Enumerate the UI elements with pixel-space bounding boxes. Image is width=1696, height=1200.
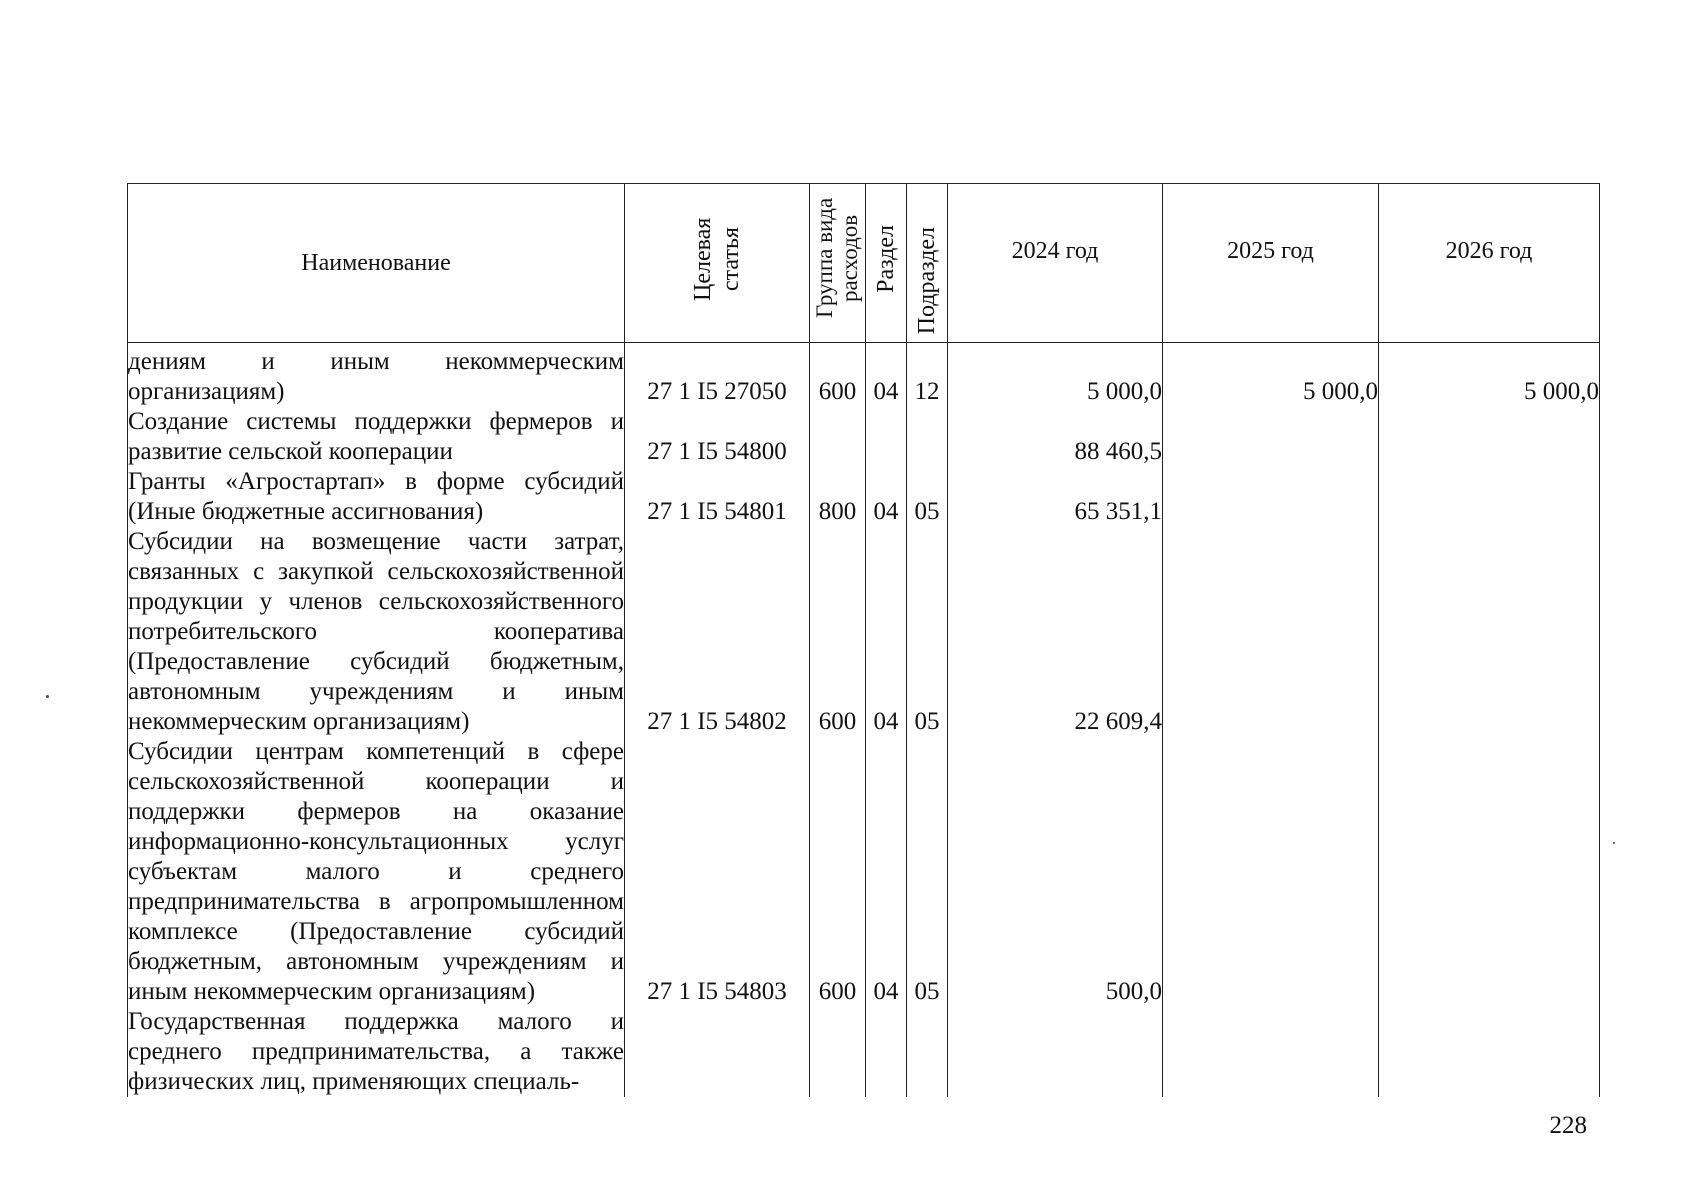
- row-section: 04: [866, 737, 907, 1007]
- header-2025-label: 2025 год: [1227, 238, 1314, 264]
- row-2024: 88 460,5: [948, 407, 1163, 467]
- table-row: [128, 343, 1600, 408]
- row-group: 600: [810, 527, 866, 737]
- row-2024: 500,0: [948, 737, 1163, 1007]
- header-target-article-label: Целевая статья: [690, 217, 744, 301]
- row-2026: 5 000,0: [1379, 343, 1600, 408]
- header-section: [866, 184, 907, 343]
- row-section: 04: [866, 343, 907, 408]
- row-section: [866, 407, 907, 467]
- row-2025: [1163, 1007, 1379, 1097]
- row-group: 600: [810, 737, 866, 1007]
- row-2026: [1379, 1007, 1600, 1097]
- row-name: Субсидии на возмещение части затрат, связанных с закупкой сельскохозяйственной продукции у членов сельскохозяйственного потребительского кооператива (Предоставление субсидий бюджетным, автономным учреждениям и иным некоммерческим организациям): [128, 528, 624, 735]
- row-group: 600: [810, 343, 866, 408]
- scan-speck: [1613, 842, 1615, 844]
- table-row: [128, 407, 1600, 467]
- table-row: [128, 1007, 1600, 1097]
- table-row: [128, 467, 1600, 527]
- row-subsection: 12: [907, 343, 948, 408]
- row-section: 04: [866, 527, 907, 737]
- header-name: Наименование: [128, 184, 625, 343]
- row-subsection: 05: [907, 737, 948, 1007]
- budget-table: [127, 183, 1600, 1097]
- table-header-row: [128, 184, 1600, 343]
- row-2024: 5 000,0: [948, 343, 1163, 408]
- header-subsection: [907, 184, 948, 343]
- scan-speck: [46, 695, 49, 698]
- header-2025: [1163, 184, 1379, 343]
- row-subsection: [907, 407, 948, 467]
- row-code: 27 1 I5 54801: [625, 467, 810, 527]
- row-2026: [1379, 527, 1600, 737]
- row-name: Субсидии центрам компетенций в сфере сельскохозяйственной кооперации и поддержки фермеров на оказание информационно-консультационных услуг субъектам малого и среднего предпринимательства в агропромышленном комплексе (Предоставление субсидий бюджетным, автономным учреждениям и иным некоммерческим организациям): [128, 738, 624, 1005]
- row-2024: 22 609,4: [948, 527, 1163, 737]
- row-2026: [1379, 467, 1600, 527]
- row-code: 27 1 I5 54803: [625, 737, 810, 1007]
- row-2024: [948, 1007, 1163, 1097]
- row-2025: [1163, 737, 1379, 1007]
- row-code: [625, 1007, 810, 1097]
- row-section: [866, 1007, 907, 1097]
- header-2026: [1379, 184, 1600, 343]
- header-expense-group: [810, 184, 866, 343]
- row-group: 800: [810, 467, 866, 527]
- table-row: [128, 737, 1600, 1007]
- page-number: 228: [1549, 1112, 1587, 1139]
- row-code: 27 1 I5 54800: [625, 407, 810, 467]
- header-target-article: [625, 184, 810, 343]
- row-section: 04: [866, 467, 907, 527]
- header-2024: [948, 184, 1163, 343]
- row-2025: 5 000,0: [1163, 343, 1379, 408]
- row-code: 27 1 I5 54802: [625, 527, 810, 737]
- row-group: [810, 407, 866, 467]
- row-name: дениям и иным некоммерческим организациям): [128, 343, 625, 408]
- header-subsection-label: Подраздел: [914, 226, 940, 334]
- row-name: Создание системы поддержки фермеров и развитие сельской кооперации: [128, 408, 624, 465]
- row-subsection: 05: [907, 527, 948, 737]
- header-expense-group-label: Группа вида расходов: [811, 197, 862, 319]
- row-code: 27 1 I5 27050: [625, 343, 810, 408]
- row-name: Государственная поддержка малого и среднего предпринимательства, а также физических лиц, применяющих специаль-: [128, 1008, 624, 1095]
- table-row: [128, 527, 1600, 737]
- header-section-label: Раздел: [873, 225, 899, 293]
- header-2024-label: 2024 год: [1011, 238, 1099, 264]
- row-2025: [1163, 527, 1379, 737]
- row-group: [810, 1007, 866, 1097]
- row-subsection: 05: [907, 467, 948, 527]
- row-name: Гранты «Агростартап» в форме субсидий (Иные бюджетные ассигнования): [128, 468, 624, 525]
- row-2025: [1163, 407, 1379, 467]
- header-2026-label: 2026 год: [1445, 238, 1533, 264]
- row-subsection: [907, 1007, 948, 1097]
- row-2026: [1379, 737, 1600, 1007]
- row-2024: 65 351,1: [948, 467, 1163, 527]
- row-2025: [1163, 467, 1379, 527]
- row-2026: [1379, 407, 1600, 467]
